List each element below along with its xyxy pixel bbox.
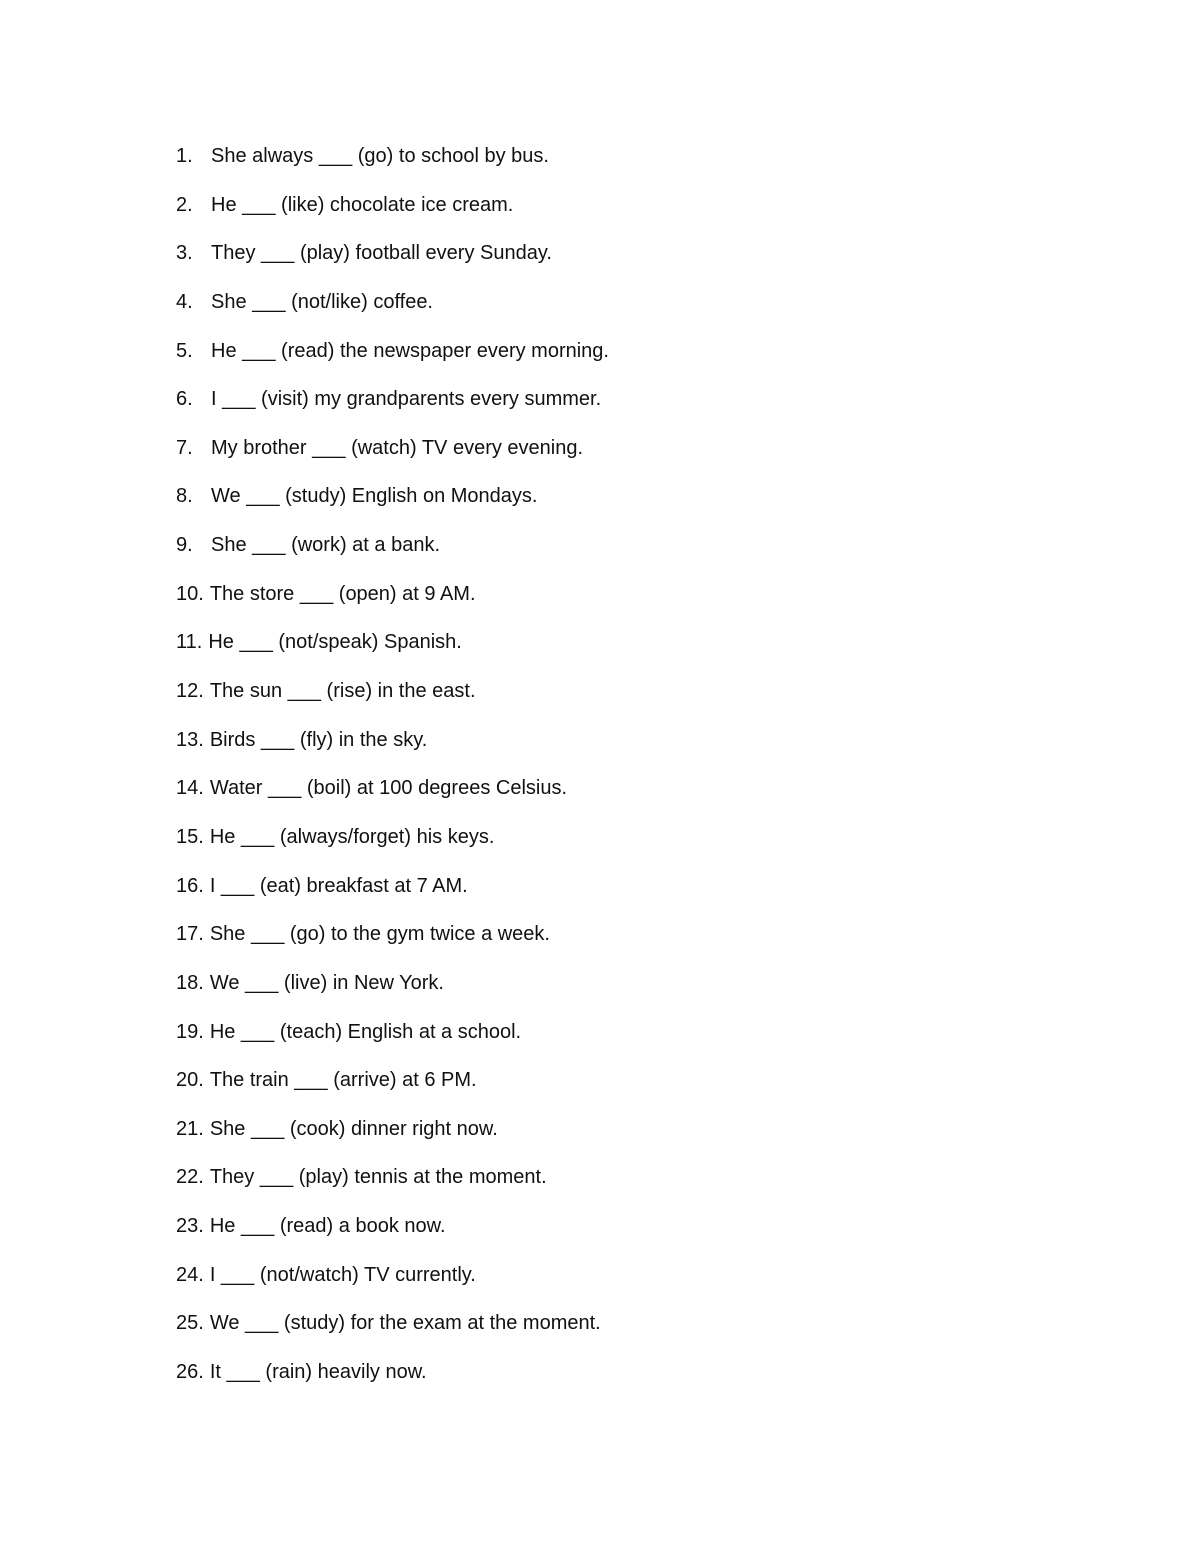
item-number: 1. [176, 145, 193, 167]
item-number: 18. [176, 971, 204, 994]
item-number: 10. [176, 582, 204, 605]
item-number: 17. [176, 923, 204, 946]
list-item [176, 332, 609, 381]
list-item [176, 1110, 609, 1159]
list-item [176, 623, 609, 672]
list-item [176, 1353, 609, 1402]
item-text: She ___ (not/like) coffee. [211, 290, 433, 313]
item-number: 13. [176, 728, 204, 751]
exercise-list [176, 137, 609, 1402]
item-number: 25. [176, 1312, 204, 1335]
list-item [176, 429, 609, 478]
item-number: 24. [176, 1263, 204, 1286]
list-item [176, 283, 609, 332]
list-item [176, 575, 609, 624]
item-number: 16. [176, 874, 204, 897]
list-item [176, 915, 609, 964]
item-text: She ___ (cook) dinner right now. [209, 1117, 498, 1140]
list-item [176, 1158, 609, 1207]
item-text: We ___ (study) for the exam at the moment. [209, 1312, 601, 1335]
item-text: I ___ (not/watch) TV currently. [209, 1263, 476, 1286]
list-item [176, 867, 609, 916]
list-item [176, 672, 609, 721]
list-item [176, 964, 609, 1013]
item-text: The train ___ (arrive) at 6 PM. [209, 1069, 477, 1092]
item-number: 8. [176, 485, 193, 508]
item-text: He ___ (read) a book now. [209, 1215, 446, 1238]
item-text: I ___ (visit) my grandparents every summer. [211, 388, 602, 411]
item-number: 21. [176, 1117, 204, 1140]
list-item [176, 721, 609, 770]
item-number: 12. [176, 680, 204, 703]
item-text: Birds ___ (fly) in the sky. [209, 728, 428, 751]
list-item [176, 1207, 609, 1256]
item-number: 11. [176, 631, 203, 654]
item-text: We ___ (live) in New York. [209, 971, 444, 994]
item-text: The store ___ (open) at 9 AM. [209, 582, 476, 605]
item-number: 5. [176, 339, 193, 362]
item-number: 3. [176, 242, 193, 265]
item-text: He ___ (like) chocolate ice cream. [211, 193, 514, 216]
list-item [176, 1061, 609, 1110]
item-number: 6. [176, 388, 193, 411]
list-item [176, 380, 609, 429]
list-item [176, 186, 609, 235]
list-item [176, 1256, 609, 1305]
item-text: He ___ (always/forget) his keys. [209, 825, 495, 848]
item-number: 2. [176, 193, 193, 216]
item-number: 15. [176, 825, 204, 848]
item-text: She ___ (go) to the gym twice a week. [209, 923, 550, 946]
item-number: 4. [176, 290, 193, 313]
item-text: He ___ (teach) English at a school. [209, 1020, 522, 1043]
item-text: We ___ (study) English on Mondays. [211, 485, 538, 508]
item-text: My brother ___ (watch) TV every evening. [211, 436, 584, 459]
item-text: I ___ (eat) breakfast at 7 AM. [209, 874, 468, 897]
list-item [176, 1013, 609, 1062]
item-text: It ___ (rain) heavily now. [209, 1361, 427, 1384]
list-item [176, 526, 609, 575]
list-item [176, 137, 609, 186]
item-text: She always ___ (go) to school by bus. [211, 145, 549, 167]
item-text: They ___ (play) football every Sunday. [211, 242, 552, 265]
item-number: 22. [176, 1166, 204, 1189]
item-text: They ___ (play) tennis at the moment. [209, 1166, 547, 1189]
item-number: 20. [176, 1069, 204, 1092]
item-text: The sun ___ (rise) in the east. [209, 680, 476, 703]
list-item [176, 818, 609, 867]
item-text: He ___ (not/speak) Spanish. [208, 631, 462, 654]
item-number: 7. [176, 436, 193, 459]
item-text: Water ___ (boil) at 100 degrees Celsius. [209, 777, 568, 800]
item-number: 23. [176, 1215, 204, 1238]
list-item [176, 477, 609, 526]
item-text: He ___ (read) the newspaper every morning. [211, 339, 609, 362]
item-number: 9. [176, 534, 193, 557]
list-item [176, 234, 609, 283]
list-item [176, 769, 609, 818]
item-number: 19. [176, 1020, 204, 1043]
list-item [176, 1304, 609, 1353]
item-number: 14. [176, 777, 204, 800]
item-number: 26. [176, 1361, 204, 1384]
item-text: She ___ (work) at a bank. [211, 534, 441, 557]
